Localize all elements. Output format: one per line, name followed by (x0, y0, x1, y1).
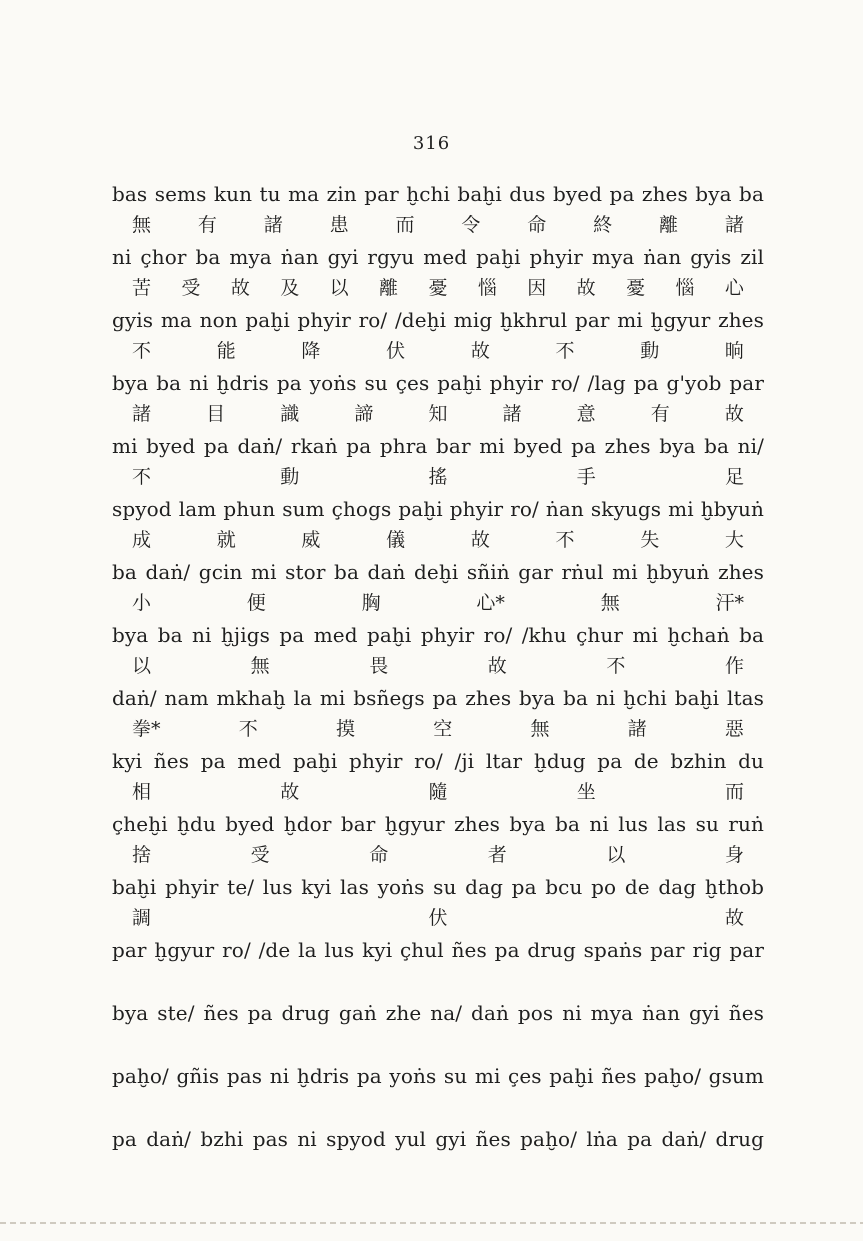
chinese-gloss-line (112, 525, 764, 556)
tibetan-line: bya ste/ ñes pa drug gaṅ zhe na/ daṅ pos ni mya ṅan gyi ñes (112, 1001, 764, 1025)
chinese-gloss-char: 受 (181, 277, 201, 299)
chinese-gloss-char: 伏 (428, 907, 448, 929)
tibetan-line: bya ba ni ḫjigs pa med paḫi phyir ro/ /khu çhur mi ḫchaṅ ba (112, 623, 764, 647)
chinese-gloss-char: 知 (428, 403, 448, 425)
chinese-gloss-char: 諸 (627, 718, 647, 740)
chinese-gloss-char: 故 (576, 277, 596, 299)
chinese-gloss-line (112, 1029, 764, 1060)
tibetan-line: daṅ/ nam mkhaḫ la mi bsñegs pa zhes bya ba ni ḫchi baḫi ltas (112, 686, 764, 710)
chinese-gloss-line (112, 588, 764, 619)
chinese-gloss-char: 以 (132, 655, 152, 677)
chinese-gloss-char: 摸 (335, 718, 355, 740)
chinese-gloss-line (112, 714, 764, 745)
chinese-gloss-char: 故 (470, 529, 490, 551)
tibetan-line: spyod lam phun sum çhogs paḫi phyir ro/ ṅan skyugs mi ḫbyuṅ (112, 497, 764, 521)
chinese-gloss-char: 相 (132, 781, 152, 803)
chinese-gloss-line (112, 777, 764, 808)
chinese-gloss-char: 大 (724, 529, 744, 551)
chinese-gloss-char: 儀 (386, 529, 406, 551)
chinese-gloss-char: 搖 (428, 466, 448, 488)
chinese-gloss-char: 畏 (369, 655, 389, 677)
chinese-gloss-char: 識 (280, 403, 300, 425)
chinese-gloss-char: 空 (433, 718, 453, 740)
chinese-gloss-char: 有 (197, 214, 217, 236)
chinese-gloss-char: 手 (576, 466, 596, 488)
chinese-gloss-char: 心* (476, 592, 505, 614)
tibetan-line: baḫi phyir te/ lus kyi las yoṅs su dag pa bcu po de dag ḫthob (112, 875, 764, 899)
chinese-gloss-char: 故 (487, 655, 507, 677)
chinese-gloss-char: 不 (555, 340, 575, 362)
chinese-gloss-char: 調 (132, 907, 152, 929)
tibetan-line: bya ba ni ḫdris pa yoṅs su çes paḫi phyir ro/ /lag pa g'yob par (112, 371, 764, 395)
chinese-gloss-char: 動 (280, 466, 300, 488)
chinese-gloss-char: 患 (329, 214, 349, 236)
chinese-gloss-char: 令 (461, 214, 481, 236)
chinese-gloss-line (112, 651, 764, 682)
chinese-gloss-char: 及 (280, 277, 300, 299)
chinese-gloss-char: 小 (132, 592, 152, 614)
tibetan-line: ni çhor ba mya ṅan gyi rgyu med paḫi phyir mya ṅan gyis zil (112, 245, 764, 269)
chinese-gloss-char: 胸 (361, 592, 381, 614)
tibetan-line: pa daṅ/ bzhi pas ni spyod yul gyi ñes paḫo/ lṅa pa daṅ/ drug (112, 1127, 764, 1151)
chinese-gloss-char: 故 (280, 781, 300, 803)
chinese-gloss-char: 憂 (428, 277, 448, 299)
chinese-gloss-char: 作 (724, 655, 744, 677)
chinese-gloss-char: 失 (640, 529, 660, 551)
chinese-gloss-char: 便 (246, 592, 266, 614)
chinese-gloss-char: 故 (724, 403, 744, 425)
chinese-gloss-char: 不 (132, 466, 152, 488)
chinese-gloss-char: 以 (329, 277, 349, 299)
chinese-gloss-char: 汗* (715, 592, 744, 614)
chinese-gloss-char: 不 (555, 529, 575, 551)
chinese-gloss-char: 威 (301, 529, 321, 551)
chinese-gloss-char: 動 (640, 340, 660, 362)
chinese-gloss-char: 惡 (724, 718, 744, 740)
chinese-gloss-char: 足 (724, 466, 744, 488)
scan-edge (0, 1222, 863, 1224)
chinese-gloss-char: 無 (600, 592, 620, 614)
chinese-gloss-line (112, 462, 764, 493)
chinese-gloss-char: 不 (606, 655, 626, 677)
chinese-gloss-char: 受 (250, 844, 270, 866)
chinese-gloss-char: 不 (132, 340, 152, 362)
chinese-gloss-char: 而 (395, 214, 415, 236)
tibetan-line: paḫo/ gñis pas ni ḫdris pa yoṅs su mi çes paḫi ñes paḫo/ gsum (112, 1064, 764, 1088)
chinese-gloss-char: 諦 (354, 403, 374, 425)
text-block (112, 178, 764, 1186)
tibetan-line: par ḫgyur ro/ /de la lus kyi çhul ñes pa drug spaṅs par rig par (112, 938, 764, 962)
chinese-gloss-char: 無 (132, 214, 152, 236)
chinese-gloss-char: 因 (527, 277, 547, 299)
chinese-gloss-char: 苦 (132, 277, 152, 299)
tibetan-line: gyis ma non paḫi phyir ro/ /deḫi mig ḫkhrul par mi ḫgyur zhes (112, 308, 764, 332)
chinese-gloss-line (112, 840, 764, 871)
chinese-gloss-line (112, 1092, 764, 1123)
chinese-gloss-char: 晌 (724, 340, 744, 362)
chinese-gloss-char: 離 (379, 277, 399, 299)
chinese-gloss-char: 離 (659, 214, 679, 236)
chinese-gloss-char: 身 (724, 844, 744, 866)
chinese-gloss-char: 憂 (626, 277, 646, 299)
chinese-gloss-char: 終 (593, 214, 613, 236)
chinese-gloss-line (112, 336, 764, 367)
tibetan-line: mi byed pa daṅ/ rkaṅ pa phra bar mi byed pa zhes bya ba ni/ (112, 434, 764, 458)
chinese-gloss-char: 諸 (502, 403, 522, 425)
chinese-gloss-char: 無 (530, 718, 550, 740)
chinese-gloss-char: 以 (606, 844, 626, 866)
chinese-gloss-line (112, 273, 764, 304)
chinese-gloss-char: 惱 (675, 277, 695, 299)
chinese-gloss-char: 降 (301, 340, 321, 362)
chinese-gloss-char: 能 (216, 340, 236, 362)
tibetan-line: kyi ñes pa med paḫi phyir ro/ /ji ltar ḫdug pa de bzhin du (112, 749, 764, 773)
chinese-gloss-line (112, 903, 764, 934)
chinese-gloss-line (112, 1155, 764, 1186)
chinese-gloss-char: 諸 (724, 214, 744, 236)
chinese-gloss-char: 就 (216, 529, 236, 551)
chinese-gloss-char: 目 (206, 403, 226, 425)
chinese-gloss-char: 意 (576, 403, 596, 425)
chinese-gloss-char: 坐 (576, 781, 596, 803)
tibetan-line: ba daṅ/ gcin mi stor ba daṅ deḫi sñiṅ gar rṅul mi ḫbyuṅ zhes (112, 560, 764, 584)
chinese-gloss-char: 故 (470, 340, 490, 362)
chinese-gloss-char: 故 (230, 277, 250, 299)
chinese-gloss-char: 惱 (477, 277, 497, 299)
chinese-gloss-line (112, 210, 764, 241)
chinese-gloss-char: 成 (132, 529, 152, 551)
chinese-gloss-char: 有 (650, 403, 670, 425)
chinese-gloss-line (112, 399, 764, 430)
chinese-gloss-char: 諸 (263, 214, 283, 236)
chinese-gloss-char: 心 (724, 277, 744, 299)
page-number: 316 (412, 133, 451, 154)
chinese-gloss-char: 而 (724, 781, 744, 803)
tibetan-line: bas sems kun tu ma zin par ḫchi baḫi dus byed pa zhes bya ba (112, 182, 764, 206)
tibetan-line: çheḫi ḫdu byed ḫdor bar ḫgyur zhes bya ba ni lus las su ruṅ (112, 812, 764, 836)
chinese-gloss-char: 故 (724, 907, 744, 929)
chinese-gloss-char: 無 (250, 655, 270, 677)
chinese-gloss-char: 者 (487, 844, 507, 866)
chinese-gloss-char: 不 (238, 718, 258, 740)
chinese-gloss-line (112, 966, 764, 997)
chinese-gloss-char: 命 (527, 214, 547, 236)
chinese-gloss-char: 命 (369, 844, 389, 866)
chinese-gloss-char: 捨 (132, 844, 152, 866)
chinese-gloss-char: 伏 (386, 340, 406, 362)
chinese-gloss-char: 隨 (428, 781, 448, 803)
chinese-gloss-char: 拳* (132, 718, 161, 740)
chinese-gloss-char: 諸 (132, 403, 152, 425)
